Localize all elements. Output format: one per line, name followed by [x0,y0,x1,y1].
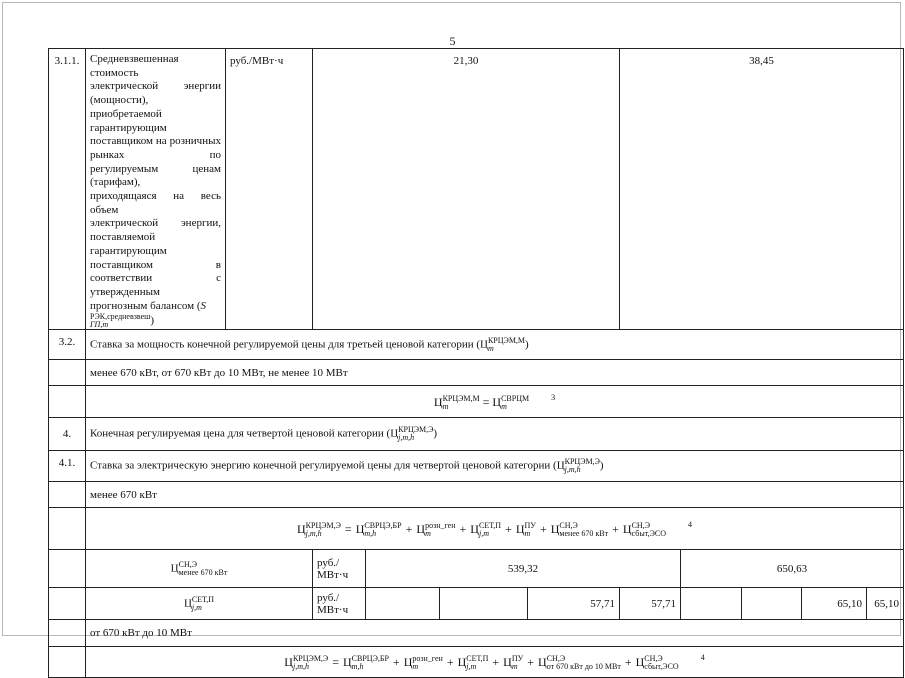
desc-last-line: прогнозным балансом (S РЭК,средневзвеш ГП,m ) [90,299,206,330]
value-cell [440,588,528,620]
desc-line: Средневзвешенная стоимость [90,53,179,79]
formula-energy-from-670: Ц КРЦЭМ,Э j,m,h = Ц СВРЦЭ,БР m,h + Ц розн_ген m + Ц СЕТ,П j,m + Ц ПУ m + Ц СН,Э от 670 кВт до 10 МВт + Ц СН,Э сбыт,ЭСО $^4$ [86,647,904,678]
empty-cell [49,620,86,647]
table-row-sn-e [49,550,904,588]
value-cell: 65,10 [867,588,904,620]
row-heading: Ставка за электрическую энергию конечной регулируемой цены для четвертой ценовой категории (Ц КРЦЭМ,Э j,m,h ) [86,451,904,482]
table-row-3-2-range [49,360,904,386]
desc-line: регулируемым ценам (тарифам), [90,162,221,189]
value-cell [366,588,440,620]
footnote-mark: 3 [551,392,556,402]
formula-energy-less-670: Ц КРЦЭМ,Э j,m,h = Ц СВРЦЭ,БР m,h + Ц розн_ген m + Ц СЕТ,П j,m + Ц ПУ m + Ц СН,Э менее 670 кВт + Ц СН,Э сбыт,ЭСО $^4$ [86,508,904,550]
empty-cell [49,386,86,418]
value-cell-1: 21,30 [313,49,620,330]
table-row-4 [49,418,904,451]
table-row-3-2 [49,330,904,360]
table-row-less-670-formula [49,508,904,550]
row-number: 3.2. [49,330,86,360]
desc-line: гарантирующим поставщиком в [90,244,221,271]
desc-line: приобретаемой гарантирующим [90,107,167,134]
footnote-mark: 4 [687,519,692,529]
empty-cell [49,588,86,620]
value-cell-2: 38,45 [620,49,904,330]
value-cell: 65,10 [802,588,867,620]
unit-cell: руб./ МВт·ч [313,550,366,588]
footnote-mark: 4 [700,653,705,663]
row-number: 4. [49,418,86,451]
value-cell [742,588,802,620]
value-cell-2: 650,63 [681,550,904,588]
table-row-from-670 [49,620,904,647]
table-row-4-1 [49,451,904,482]
desc-line: электрической энергии, поставляемой [90,217,221,244]
empty-cell [49,482,86,508]
value-cell-1: 539,32 [366,550,681,588]
row-number: 4.1. [49,451,86,482]
range-label: менее 670 кВт, от 670 кВт до 10 МВт, не менее 10 МВт [86,360,904,386]
set-label: Ц СЕТ,П j,m [86,588,313,620]
tariff-table [48,48,904,678]
row-heading: Конечная регулируемая цена для четвертой ценовой категории (Ц КРЦЭМ,Э j,m,h ) [86,418,904,451]
table-row-less-670 [49,482,904,508]
row-description [86,49,226,330]
table-row-from-670-formula [49,647,904,678]
page-number: 5 [449,34,456,48]
range-label: от 670 кВт до 10 МВт [86,620,904,647]
desc-line: соответствии с утвержденным [90,272,221,298]
empty-cell [49,508,86,550]
value-cell: 57,71 [620,588,681,620]
empty-cell [49,360,86,386]
empty-cell [49,647,86,678]
desc-line: электрической энергии (мощности), [90,80,221,107]
unit-cell: руб./МВт·ч [313,588,366,620]
value-cell [681,588,742,620]
empty-cell [49,550,86,588]
desc-line: поставщиком на розничных рынках по [90,135,221,161]
row-heading: Ставка за мощность конечной регулируемой цены для третьей ценовой категории (Ц КРЦЭМ,М m ) [86,330,904,360]
table-row-set-p [49,588,904,620]
range-label: менее 670 кВт [86,482,904,508]
unit-cell: руб./МВт·ч [226,49,313,330]
desc-line: приходящаяся на весь объем [90,190,221,216]
formula-capacity: Ц КРЦЭМ,М m = Ц СВРЦМ m $^3$ [86,386,904,418]
table-row-3-1-1 [49,49,904,330]
table-row-3-2-formula [49,386,904,418]
sn-label: Ц СН,Э менее 670 кВт [86,550,313,588]
value-cell: 57,71 [528,588,620,620]
desc-lines [90,53,221,300]
row-number: 3.1.1. [49,49,86,330]
